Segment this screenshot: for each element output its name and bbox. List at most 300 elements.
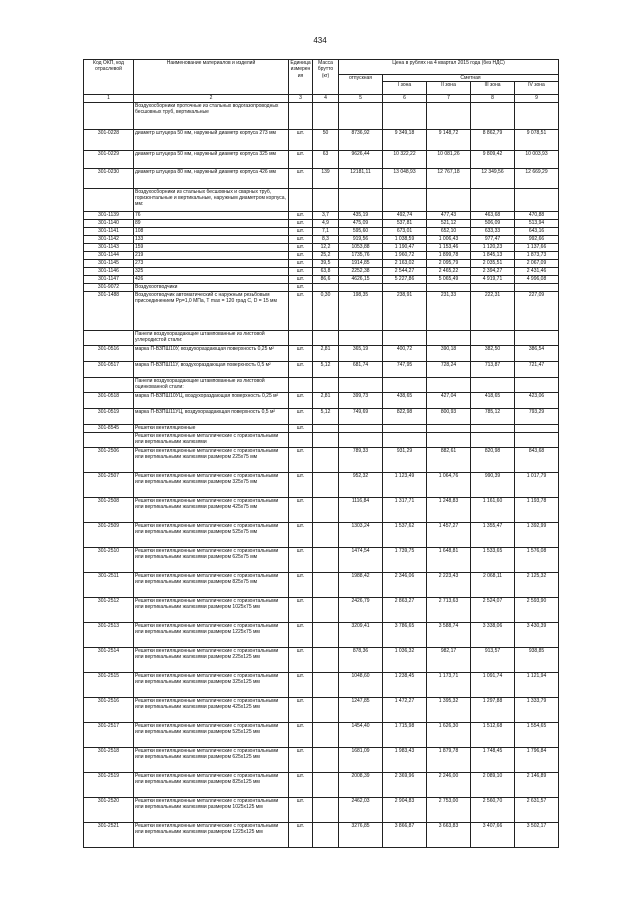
cell-release-price: 399,73 — [339, 392, 383, 408]
cell-code: 301-1141 — [84, 227, 134, 235]
cell-zone-3: 2 560,70 — [471, 797, 515, 822]
cell-zone-1 — [383, 102, 427, 129]
cell-code: 301-2508 — [84, 497, 134, 522]
cell-zone-1: 931,29 — [383, 447, 427, 472]
header-price-group: Цена в рублях на 4 квартал 2015 года (без НДС) — [339, 60, 559, 75]
cell-mass — [313, 647, 339, 672]
cell-code — [84, 377, 134, 392]
cell-code: 301-1140 — [84, 219, 134, 227]
cell-zone-1: 1 537,62 — [383, 522, 427, 547]
cell-zone-4 — [515, 188, 559, 211]
cell-zone-3 — [471, 283, 515, 291]
cell-zone-2: 1 648,81 — [427, 547, 471, 572]
cell-code: 301-1142 — [84, 235, 134, 243]
cell-zone-2: 9 148,72 — [427, 129, 471, 150]
cell-name: Решетки вентиляционные металлические с горизонтальными или вертикальными жалюзями размером 325х125 мм — [134, 672, 289, 697]
cell-zone-1: 10 322,22 — [383, 150, 427, 168]
cell-release-price: 2252,38 — [339, 267, 383, 275]
cell-mass: 5,12 — [313, 361, 339, 377]
cell-zone-4: 2 146,89 — [515, 772, 559, 797]
cell-mass: 7,1 — [313, 227, 339, 235]
table-row — [84, 447, 559, 472]
cell-unit: шт. — [289, 267, 313, 275]
cell-mass: 3,7 — [313, 211, 339, 219]
cell-code — [84, 330, 134, 345]
cell-zone-1: 3 866,87 — [383, 822, 427, 847]
cell-release-price — [339, 432, 383, 447]
cell-zone-3: 990,39 — [471, 472, 515, 497]
cell-zone-4: 3 502,17 — [515, 822, 559, 847]
cell-zone-4: 793,29 — [515, 408, 559, 424]
cell-code: 301-2506 — [84, 447, 134, 472]
cell-zone-3: 1 355,47 — [471, 522, 515, 547]
cell-mass: 139 — [313, 168, 339, 188]
cell-zone-4: 470,88 — [515, 211, 559, 219]
cell-code: 301-8545 — [84, 424, 134, 432]
cell-release-price: 12181,11 — [339, 168, 383, 188]
cell-zone-2 — [427, 424, 471, 432]
cell-code: 301-2512 — [84, 597, 134, 622]
cell-unit: шт. — [289, 243, 313, 251]
cell-mass: 50 — [313, 129, 339, 150]
cell-unit: шт. — [289, 227, 313, 235]
cell-unit: шт. — [289, 672, 313, 697]
cell-zone-3: 8 862,79 — [471, 129, 515, 150]
cell-zone-3: 1 512,68 — [471, 722, 515, 747]
table-row — [84, 291, 559, 330]
cell-zone-2: 390,18 — [427, 345, 471, 361]
cell-zone-4: 643,16 — [515, 227, 559, 235]
cell-mass — [313, 522, 339, 547]
cell-mass — [313, 597, 339, 622]
cell-unit: шт. — [289, 361, 313, 377]
header-unit: Единица измерения — [289, 60, 313, 95]
cell-zone-2: 1 457,27 — [427, 522, 471, 547]
cell-zone-3: 3 407,66 — [471, 822, 515, 847]
col-number: 4 — [313, 95, 339, 102]
cell-zone-4: 423,06 — [515, 392, 559, 408]
cell-zone-4: 992,66 — [515, 235, 559, 243]
cell-unit: шт. — [289, 150, 313, 168]
cell-name: Решетки вентиляционные металлические с горизонтальными или вертикальными жалюзями размером 625х125 мм — [134, 747, 289, 772]
cell-zone-3: 222,31 — [471, 291, 515, 330]
cell-zone-4: 1 554,65 — [515, 722, 559, 747]
cell-mass — [313, 822, 339, 847]
cell-zone-1 — [383, 330, 427, 345]
cell-zone-1 — [383, 377, 427, 392]
cell-release-price — [339, 377, 383, 392]
cell-zone-2: 1 006,43 — [427, 235, 471, 243]
cell-zone-1 — [383, 432, 427, 447]
cell-mass — [313, 330, 339, 345]
cell-zone-1: 13 048,93 — [383, 168, 427, 188]
cell-unit: шт. — [289, 259, 313, 267]
cell-zone-4: 2 431,46 — [515, 267, 559, 275]
cell-unit: шт. — [289, 547, 313, 572]
cell-name: Решетки вентиляционные металлические с горизонтальными или вертикальными жалюзями размером 425х75 мм — [134, 497, 289, 522]
cell-zone-4: 9 078,51 — [515, 129, 559, 150]
cell-unit: шт. — [289, 345, 313, 361]
cell-code: 301-0228 — [84, 129, 134, 150]
cell-mass — [313, 424, 339, 432]
cell-code: 301-2511 — [84, 572, 134, 597]
cell-zone-4: 4 996,08 — [515, 275, 559, 283]
table-row — [84, 168, 559, 188]
cell-unit: шт. — [289, 275, 313, 283]
cell-unit: шт. — [289, 747, 313, 772]
cell-zone-3 — [471, 330, 515, 345]
cell-zone-3: 2 035,51 — [471, 259, 515, 267]
cell-name: Решетки вентиляционные металлические с горизонтальными или вертикальными жалюзями размером 625х75 мм — [134, 547, 289, 572]
cell-zone-1: 1 038,59 — [383, 235, 427, 243]
cell-zone-1: 2 863,27 — [383, 597, 427, 622]
cell-zone-3: 2 068,11 — [471, 572, 515, 597]
cell-unit: шт. — [289, 235, 313, 243]
cell-zone-3: 3 338,06 — [471, 622, 515, 647]
page-number: 434 — [313, 36, 327, 45]
cell-zone-2: 5 065,49 — [427, 275, 471, 283]
cell-name: 273 — [134, 259, 289, 267]
cell-release-price: 4626,15 — [339, 275, 383, 283]
header-estimate: Сметная — [383, 75, 559, 82]
cell-release-price — [339, 283, 383, 291]
cell-zone-4 — [515, 377, 559, 392]
cell-zone-4: 1 333,79 — [515, 697, 559, 722]
cell-unit: шт. — [289, 219, 313, 227]
table-row — [84, 150, 559, 168]
table-row — [84, 275, 559, 283]
cell-zone-3: 2 089,10 — [471, 772, 515, 797]
cell-release-price: 3276,85 — [339, 822, 383, 847]
cell-release-price: 595,60 — [339, 227, 383, 235]
cell-release-price: 1914,85 — [339, 259, 383, 267]
cell-release-price — [339, 102, 383, 129]
cell-zone-1: 9 349,18 — [383, 129, 427, 150]
table-row — [84, 647, 559, 672]
table-row — [84, 235, 559, 243]
cell-code — [84, 432, 134, 447]
cell-zone-4: 1 576,08 — [515, 547, 559, 572]
cell-unit: шт. — [289, 129, 313, 150]
cell-zone-4: 1 193,78 — [515, 497, 559, 522]
cell-zone-2: 1 064,76 — [427, 472, 471, 497]
cell-name: Решетки вентиляционные металлические с горизонтальными или вертикальными жалюзями размером 825х75 мм — [134, 572, 289, 597]
header-zone-1: I зона — [383, 82, 427, 95]
cell-zone-2: 231,33 — [427, 291, 471, 330]
cell-code: 301-1145 — [84, 259, 134, 267]
cell-release-price: 2426,79 — [339, 597, 383, 622]
cell-code — [84, 188, 134, 211]
table-row — [84, 102, 559, 129]
cell-release-price: 2462,03 — [339, 797, 383, 822]
cell-mass — [313, 572, 339, 597]
cell-unit: шт. — [289, 251, 313, 259]
cell-release-price — [339, 188, 383, 211]
cell-code: 301-0517 — [84, 361, 134, 377]
cell-zone-2: 982,17 — [427, 647, 471, 672]
cell-zone-2: 521,12 — [427, 219, 471, 227]
cell-zone-1: 1 715,98 — [383, 722, 427, 747]
cell-mass — [313, 697, 339, 722]
cell-name: диаметр штуцера 50 мм, наружный диаметр корпуса 325 мм — [134, 150, 289, 168]
cell-code: 301-1139 — [84, 211, 134, 219]
cell-zone-2: 2 753,00 — [427, 797, 471, 822]
cell-unit — [289, 377, 313, 392]
cell-mass — [313, 283, 339, 291]
cell-unit — [289, 102, 313, 129]
cell-mass: 2,81 — [313, 345, 339, 361]
cell-name: Воздухосборники из стальных бесшовных и сварных труб, горизонтальные и вертикальные, наружным диаметром корпуса, мм: — [134, 188, 289, 211]
cell-zone-2 — [427, 283, 471, 291]
cell-unit — [289, 330, 313, 345]
cell-zone-2: 2 095,79 — [427, 259, 471, 267]
cell-name: Панели воздухораздающие штампованные из листовой углеродистой стали: — [134, 330, 289, 345]
cell-name: 219 — [134, 251, 289, 259]
table-row — [84, 283, 559, 291]
cell-zone-3: 506,09 — [471, 219, 515, 227]
cell-zone-2: 427,04 — [427, 392, 471, 408]
cell-zone-3: 1 161,60 — [471, 497, 515, 522]
cell-mass — [313, 547, 339, 572]
cell-zone-1: 1 960,72 — [383, 251, 427, 259]
cell-zone-3 — [471, 432, 515, 447]
cell-zone-2 — [427, 377, 471, 392]
cell-name: Решетки вентиляционные металлические с горизонтальными или вертикальными жалюзями — [134, 432, 289, 447]
cell-code: 301-9072 — [84, 283, 134, 291]
cell-release-price: 952,32 — [339, 472, 383, 497]
cell-name: Решетки вентиляционные металлические с горизонтальными или вертикальными жалюзями размером 1025х75 мм — [134, 597, 289, 622]
cell-release-price: 1474,54 — [339, 547, 383, 572]
cell-zone-1: 1 983,43 — [383, 747, 427, 772]
cell-release-price: 789,33 — [339, 447, 383, 472]
cell-zone-4: 1 121,94 — [515, 672, 559, 697]
cell-code: 301-2520 — [84, 797, 134, 822]
cell-zone-1: 1 739,75 — [383, 547, 427, 572]
cell-zone-2: 652,10 — [427, 227, 471, 235]
cell-zone-3: 1 297,88 — [471, 697, 515, 722]
cell-zone-2: 1 153,46 — [427, 243, 471, 251]
cell-zone-1: 438,65 — [383, 392, 427, 408]
cell-mass: 0,30 — [313, 291, 339, 330]
cell-zone-3 — [471, 424, 515, 432]
cell-zone-2: 728,24 — [427, 361, 471, 377]
cell-code: 301-2507 — [84, 472, 134, 497]
cell-zone-1: 492,74 — [383, 211, 427, 219]
cell-zone-4: 1 873,73 — [515, 251, 559, 259]
cell-zone-3: 785,12 — [471, 408, 515, 424]
cell-zone-4: 12 669,29 — [515, 168, 559, 188]
cell-unit: шт. — [289, 472, 313, 497]
cell-unit: шт. — [289, 408, 313, 424]
header-mass: Масса брутто (кг) — [313, 60, 339, 95]
cell-name: Решетки вентиляционные металлические с горизонтальными или вертикальными жалюзями размером 825х125 мм — [134, 772, 289, 797]
table-row — [84, 129, 559, 150]
cell-mass — [313, 432, 339, 447]
cell-zone-3: 418,65 — [471, 392, 515, 408]
cell-zone-1: 1 123,49 — [383, 472, 427, 497]
cell-name: 89 — [134, 219, 289, 227]
cell-name: Решетки вентиляционные металлические с горизонтальными или вертикальными жалюзями размером 225х125 мм — [134, 647, 289, 672]
table-row — [84, 797, 559, 822]
cell-mass — [313, 447, 339, 472]
table-row — [84, 747, 559, 772]
cell-zone-1: 1 036,32 — [383, 647, 427, 672]
cell-code — [84, 102, 134, 129]
table-row — [84, 772, 559, 797]
cell-zone-1: 2 904,83 — [383, 797, 427, 822]
cell-zone-4: 1 392,99 — [515, 522, 559, 547]
cell-release-price: 1116,84 — [339, 497, 383, 522]
table-row — [84, 408, 559, 424]
cell-zone-2: 2 713,63 — [427, 597, 471, 622]
cell-zone-3: 713,87 — [471, 361, 515, 377]
table-row — [84, 211, 559, 219]
cell-zone-2 — [427, 102, 471, 129]
header-zone-2: II зона — [427, 82, 471, 95]
table-row — [84, 497, 559, 522]
cell-mass — [313, 472, 339, 497]
cell-zone-3: 12 349,56 — [471, 168, 515, 188]
table-row — [84, 392, 559, 408]
col-number: 8 — [471, 95, 515, 102]
table-row — [84, 424, 559, 432]
cell-mass: 5,12 — [313, 408, 339, 424]
col-number: 3 — [289, 95, 313, 102]
cell-zone-1: 2 544,27 — [383, 267, 427, 275]
cell-mass — [313, 102, 339, 129]
cell-code: 301-1146 — [84, 267, 134, 275]
cell-unit: шт. — [289, 392, 313, 408]
cell-zone-3: 913,57 — [471, 647, 515, 672]
cell-zone-3: 9 809,42 — [471, 150, 515, 168]
cell-unit — [289, 188, 313, 211]
header-zone-3: III зона — [471, 82, 515, 95]
cell-zone-1: 822,98 — [383, 408, 427, 424]
cell-zone-2: 3 663,83 — [427, 822, 471, 847]
cell-mass — [313, 497, 339, 522]
cell-zone-1: 673,01 — [383, 227, 427, 235]
header-row-1 — [84, 60, 559, 75]
cell-zone-4 — [515, 424, 559, 432]
table-row — [84, 251, 559, 259]
header-release: отпускная — [339, 75, 383, 95]
cell-zone-3: 633,33 — [471, 227, 515, 235]
cell-zone-2: 2 223,43 — [427, 572, 471, 597]
cell-unit: шт. — [289, 647, 313, 672]
cell-release-price — [339, 330, 383, 345]
table-row — [84, 472, 559, 497]
cell-zone-3: 2 394,27 — [471, 267, 515, 275]
cell-name: диаметр штуцера 50 мм, наружный диаметр корпуса 273 мм — [134, 129, 289, 150]
cell-mass: 12,2 — [313, 243, 339, 251]
cell-zone-1: 537,81 — [383, 219, 427, 227]
cell-zone-2: 1 173,71 — [427, 672, 471, 697]
column-numbers-row — [84, 95, 559, 102]
cell-name: 159 — [134, 243, 289, 251]
cell-mass: 86,6 — [313, 275, 339, 283]
cell-code: 301-0230 — [84, 168, 134, 188]
table-row — [84, 345, 559, 361]
cell-zone-1 — [383, 283, 427, 291]
cell-zone-2: 1 899,78 — [427, 251, 471, 259]
cell-code: 301-2510 — [84, 547, 134, 572]
cell-release-price: 1988,42 — [339, 572, 383, 597]
cell-release-price: 1735,76 — [339, 251, 383, 259]
cell-mass: 39,5 — [313, 259, 339, 267]
cell-code: 301-2516 — [84, 697, 134, 722]
table-row — [84, 227, 559, 235]
cell-name: Решетки вентиляционные металлические с горизонтальными или вертикальными жалюзями размером 325х75 мм — [134, 472, 289, 497]
cell-zone-4 — [515, 432, 559, 447]
cell-unit: шт. — [289, 291, 313, 330]
cell-zone-3: 1 748,45 — [471, 747, 515, 772]
cell-unit: шт. — [289, 497, 313, 522]
cell-zone-3: 1 120,23 — [471, 243, 515, 251]
cell-code: 301-1144 — [84, 251, 134, 259]
cell-mass — [313, 672, 339, 697]
cell-release-price: 198,35 — [339, 291, 383, 330]
price-table — [83, 59, 559, 848]
cell-zone-2: 12 767,18 — [427, 168, 471, 188]
cell-name: Решетки вентиляционные металлические с горизонтальными или вертикальными жалюзями размером 225х75 мм — [134, 447, 289, 472]
cell-zone-3 — [471, 102, 515, 129]
cell-zone-1: 747,95 — [383, 361, 427, 377]
cell-unit: шт. — [289, 522, 313, 547]
cell-release-price: 1454,40 — [339, 722, 383, 747]
cell-name: Решетки вентиляционные металлические с горизонтальными или вертикальными жалюзями размером 425х125 мм — [134, 697, 289, 722]
cell-name: марка П-ВЗПШ10У, воздухораздающая поверхность 0,25 м² — [134, 345, 289, 361]
cell-mass — [313, 747, 339, 772]
cell-unit: шт. — [289, 772, 313, 797]
table-row — [84, 722, 559, 747]
cell-zone-2: 1 248,83 — [427, 497, 471, 522]
cell-zone-1: 5 227,86 — [383, 275, 427, 283]
table-row — [84, 432, 559, 447]
cell-zone-2 — [427, 432, 471, 447]
cell-mass: 63 — [313, 150, 339, 168]
col-number: 1 — [84, 95, 134, 102]
cell-zone-3 — [471, 188, 515, 211]
cell-zone-4: 10 003,93 — [515, 150, 559, 168]
cell-code: 301-0518 — [84, 392, 134, 408]
cell-zone-4: 3 430,39 — [515, 622, 559, 647]
cell-zone-3 — [471, 377, 515, 392]
cell-zone-2: 2 246,00 — [427, 772, 471, 797]
cell-zone-1: 2 163,02 — [383, 259, 427, 267]
cell-release-price: 8736,92 — [339, 129, 383, 150]
cell-release-price: 1247,85 — [339, 697, 383, 722]
cell-mass — [313, 797, 339, 822]
cell-zone-1: 1 238,45 — [383, 672, 427, 697]
cell-zone-3: 463,68 — [471, 211, 515, 219]
cell-zone-3: 1 845,13 — [471, 251, 515, 259]
cell-zone-2: 1 879,78 — [427, 747, 471, 772]
cell-code: 301-2521 — [84, 822, 134, 847]
cell-zone-1 — [383, 188, 427, 211]
cell-zone-2: 1 626,30 — [427, 722, 471, 747]
cell-release-price: 749,69 — [339, 408, 383, 424]
cell-zone-1: 238,91 — [383, 291, 427, 330]
cell-release-price: 435,19 — [339, 211, 383, 219]
cell-release-price: 1681,09 — [339, 747, 383, 772]
cell-zone-1: 1 472,27 — [383, 697, 427, 722]
header-code: Код ОКП, код отраслевой — [84, 60, 134, 95]
cell-release-price: 878,36 — [339, 647, 383, 672]
cell-zone-1: 400,72 — [383, 345, 427, 361]
cell-zone-4: 721,47 — [515, 361, 559, 377]
cell-zone-2: 3 588,74 — [427, 622, 471, 647]
cell-unit: шт. — [289, 597, 313, 622]
